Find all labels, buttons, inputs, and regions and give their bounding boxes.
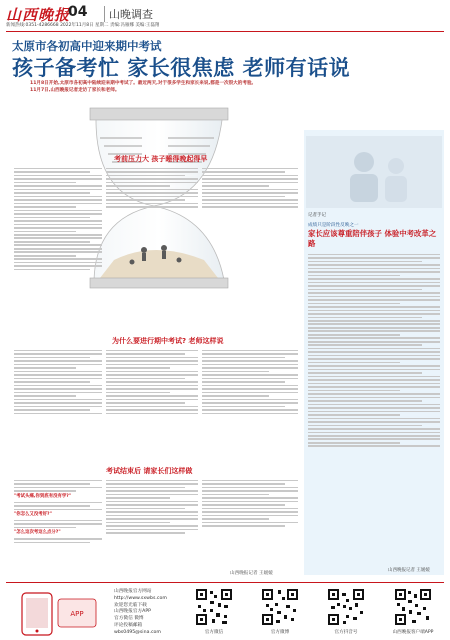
quote-3: "怎么这次考这么点分?" (14, 530, 61, 536)
promo-line-1: 山西晚报官方网站 (114, 589, 152, 594)
qr-wechat[interactable] (186, 587, 242, 635)
qr-label: 官方抖音号 (334, 630, 358, 635)
sidebar-photo-placeholder (306, 136, 442, 208)
body-column-3c (202, 478, 298, 566)
footer-promo-bar (6, 582, 444, 638)
sidebar-kicker: 记者手记 (308, 213, 326, 218)
body-column-1b (14, 348, 102, 458)
sidebar-sub: 成绩只是阶段性反映之一 (308, 223, 359, 228)
quote-2: "你怎么又没考好?" (14, 511, 52, 517)
article-lead: 11月8日开始,太原市各初高中陆续迎来期中考试了。最近两天,对于很多学生和家长来说,都是一次很大的考验。11月7日,山西晚报记者走访了家长和老师。 (30, 81, 257, 93)
section-title-1: 考前压力大 孩子睡得晚起得早 (114, 155, 208, 163)
masthead-meta: 新闻热线:0351-4286668 2022年11月8日 星期二 责编:冯雁娜 美编:王磊翔 (6, 23, 160, 28)
qr-code-icon (194, 587, 234, 627)
qr-douyin[interactable] (318, 587, 374, 635)
section-title-2: 为什么要进行期中考试? 老师这样说 (112, 337, 224, 345)
quote-1: "考试头痛,你到底有没有学?" (14, 493, 72, 499)
promo-line-6: 评论投稿邮箱 (114, 622, 143, 628)
section-title-3: 考试结束后 请家长们这样做 (106, 467, 193, 475)
qr-code-icon (393, 587, 433, 627)
body-column-1c (14, 478, 102, 574)
body-column-2-top (106, 166, 198, 236)
qr-app[interactable] (382, 587, 444, 635)
newspaper-logo: 山西晚报 (6, 6, 71, 24)
masthead (6, 2, 444, 32)
body-column-2c (106, 478, 198, 570)
promo-text (114, 589, 167, 637)
body-column-3-top (202, 166, 298, 236)
promo-line-5: 官方微信 微博 (114, 616, 144, 622)
sidebar-body (308, 252, 440, 564)
qr-label: 官方微博 (270, 630, 290, 635)
svg-text:APP: APP (70, 610, 84, 618)
article-kicker: 太原市各初高中迎来期中考试 (12, 39, 162, 53)
qr-code-icon (260, 587, 300, 627)
phone-app-icon (14, 589, 104, 637)
body-column-2b (106, 348, 198, 458)
page-number: 04 (68, 4, 88, 20)
sidebar-credit: 山西晚报记者 王媛媛 (388, 568, 430, 573)
sidebar-title: 家长应该尊重陪伴孩子 体验中考改革之路 (308, 229, 437, 248)
promo-line-3: 欢迎您光临下载 (114, 602, 147, 608)
promo-line-2[interactable]: http://www.sxwbs.com (114, 595, 167, 601)
qr-code-icon (326, 587, 366, 627)
qr-label: 山西晚报客户端APP (392, 630, 434, 635)
promo-line-7[interactable]: wbs0495@sina.com (114, 629, 161, 635)
section-name: 山晚调查 (104, 6, 153, 22)
body-column-1 (14, 166, 102, 334)
promo-line-4: 山西晚报官方APP (114, 609, 151, 615)
article-credit: 山西晚报记者 王媛媛 (230, 571, 273, 576)
qr-weibo[interactable] (252, 587, 308, 635)
article-headline: 孩子备考忙 家长很焦虑 老师有话说 (12, 56, 351, 80)
qr-label: 官方微信 (204, 630, 224, 635)
body-column-3b (202, 348, 298, 458)
